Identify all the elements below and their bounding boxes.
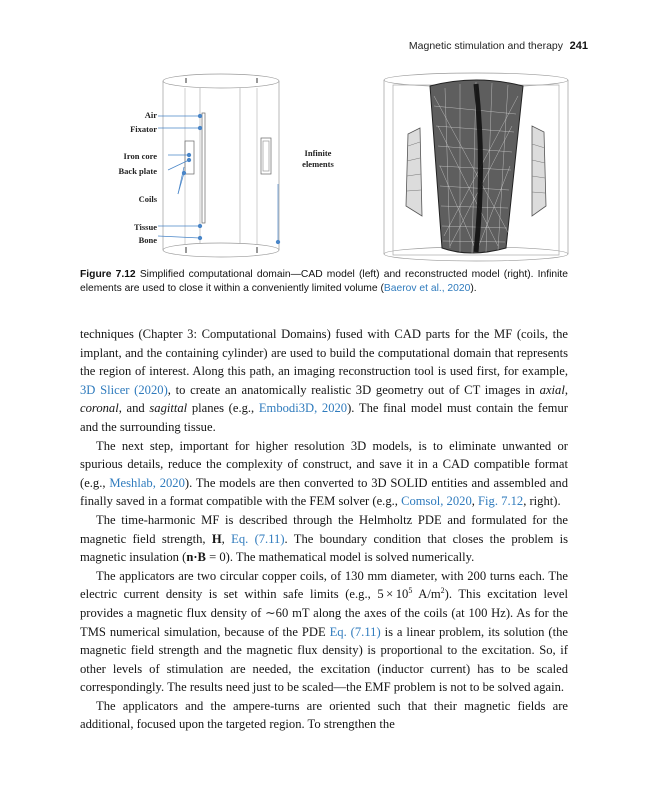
- label-iron-core: Iron core: [123, 151, 157, 161]
- p1-and: , and: [118, 401, 150, 416]
- p4-text-4: is a linear problem, its solution (the magnetic field strength and the magnetic flux density) is proportional to the excitation. So, if other levels of stimulation are needed, the excitation (inductor current) has to be scaled correspondingly. The results need just to be scaled—the EMF problem is not to be solved again.: [80, 624, 568, 695]
- label-back-plate: Back plate: [118, 166, 157, 176]
- p1-text-4: ). The final model must contain the femur and the surrounding tissue.: [80, 401, 568, 434]
- label-fixator: Fixator: [130, 124, 157, 134]
- p4-text-3: ). This excitation level provides a magnetic flux density of ∼60 mT along the axes of the coils (at 100 Hz). As for the TMS numerical simulation, because of the PDE: [80, 587, 568, 639]
- caption-citation-link[interactable]: Baerov et al., 2020: [383, 283, 471, 294]
- figure-7-12: [100, 66, 580, 266]
- figure-diagram: [100, 66, 580, 266]
- p1-axial: axial: [539, 382, 565, 397]
- p2-text-1: The next step, important for higher resolution 3D models, is to eliminate unwanted or spurious details, reduce the complexity of construct, and save it in a CAD compatible format (e.g.,: [80, 438, 568, 490]
- p3-expression: n·B: [186, 550, 206, 565]
- p4-text-1: The applicators are two circular copper coils, of 130 mm diameter, with 200 turns each. The electric current density is set within safe limits (e.g., 5 × 10: [80, 568, 568, 602]
- p3-sep: ,: [221, 531, 232, 546]
- running-title: Magnetic stimulation and therapy: [408, 40, 563, 52]
- citation-3d-slicer[interactable]: 3D Slicer (2020): [80, 382, 168, 397]
- p4-sup-2: 2: [440, 586, 445, 596]
- p3-text-3: = 0). The mathematical model is solved numerically.: [205, 550, 475, 565]
- paragraph-4: [80, 567, 568, 697]
- p1-text-1: techniques (Chapter 3: Computational Domains) fused with CAD parts for the MF (coils, the implant, and the containing cylinder) are used to build the computational domain that represents the region of interest. Along this path, an imaging reconstruction tool is used first, for example,: [80, 327, 568, 379]
- citation-meshlab[interactable]: Meshlab, 2020: [109, 475, 185, 490]
- p4-text-2: A/m: [412, 587, 441, 602]
- figure-caption: [80, 268, 568, 296]
- p2-text-3: , right).: [523, 494, 561, 509]
- citation-embodi3d[interactable]: Embodi3D, 2020: [258, 401, 348, 416]
- equation-reference-link[interactable]: Eq. (7.11): [231, 531, 285, 546]
- p3-text-1: The time-harmonic MF is described through the Helmholtz PDE and formulated for the magnetic field strength,: [80, 512, 568, 546]
- body-text: [80, 325, 568, 734]
- p2-sep: ,: [471, 494, 479, 509]
- label-air: Air: [144, 110, 157, 120]
- citation-comsol[interactable]: Comsol, 2020: [401, 494, 472, 509]
- p1-text-2: , to create an anatomically realistic 3D geometry out of CT images in: [167, 382, 540, 397]
- cad-model: [163, 74, 279, 257]
- label-infinite: Infinite: [304, 148, 332, 158]
- p2-text-2: ). The models are then converted to 3D SOLID entities and assembled and finally saved in a format compatible with the FEM solver (e.g.,: [80, 475, 568, 509]
- paragraph-5: [80, 697, 568, 734]
- p5-text-1: The applicators and the ampere-turns are oriented such that their magnetic fields are additional, focused upon the targeted region. To strengthen the: [80, 698, 568, 732]
- p1-text-3: planes (e.g.,: [187, 401, 259, 416]
- paragraph-1: [80, 325, 568, 437]
- equation-reference-link-2[interactable]: Eq. (7.11): [329, 624, 381, 639]
- label-bone: Bone: [138, 235, 157, 245]
- reconstructed-model: [384, 73, 568, 261]
- p4-sup-1: 5: [408, 586, 413, 596]
- p3-h-symbol: H: [211, 531, 222, 546]
- p3-text-2: . The boundary condition that closes the problem is magnetic insulation (: [80, 531, 569, 565]
- figure-reference-link[interactable]: Fig. 7.12: [478, 494, 524, 509]
- page-number: 241: [569, 40, 588, 52]
- caption-end: ).: [470, 283, 477, 294]
- page-header: [0, 40, 648, 56]
- label-elements: elements: [302, 159, 334, 169]
- label-leaders: [158, 114, 280, 244]
- paragraph-2: [80, 437, 568, 511]
- p1-sagittal: sagittal: [149, 401, 188, 416]
- paragraph-3: [80, 511, 568, 567]
- label-tissue: Tissue: [134, 222, 157, 232]
- p1-coronal: coronal: [80, 401, 119, 416]
- caption-text: Simplified computational domain—CAD model (left) and reconstructed model (right). Infinite elements are used to close it within a conveniently limited volume (: [80, 269, 568, 294]
- p1-comma: ,: [564, 382, 568, 397]
- caption-label: Figure 7.12: [80, 269, 136, 280]
- label-coils: Coils: [138, 194, 157, 204]
